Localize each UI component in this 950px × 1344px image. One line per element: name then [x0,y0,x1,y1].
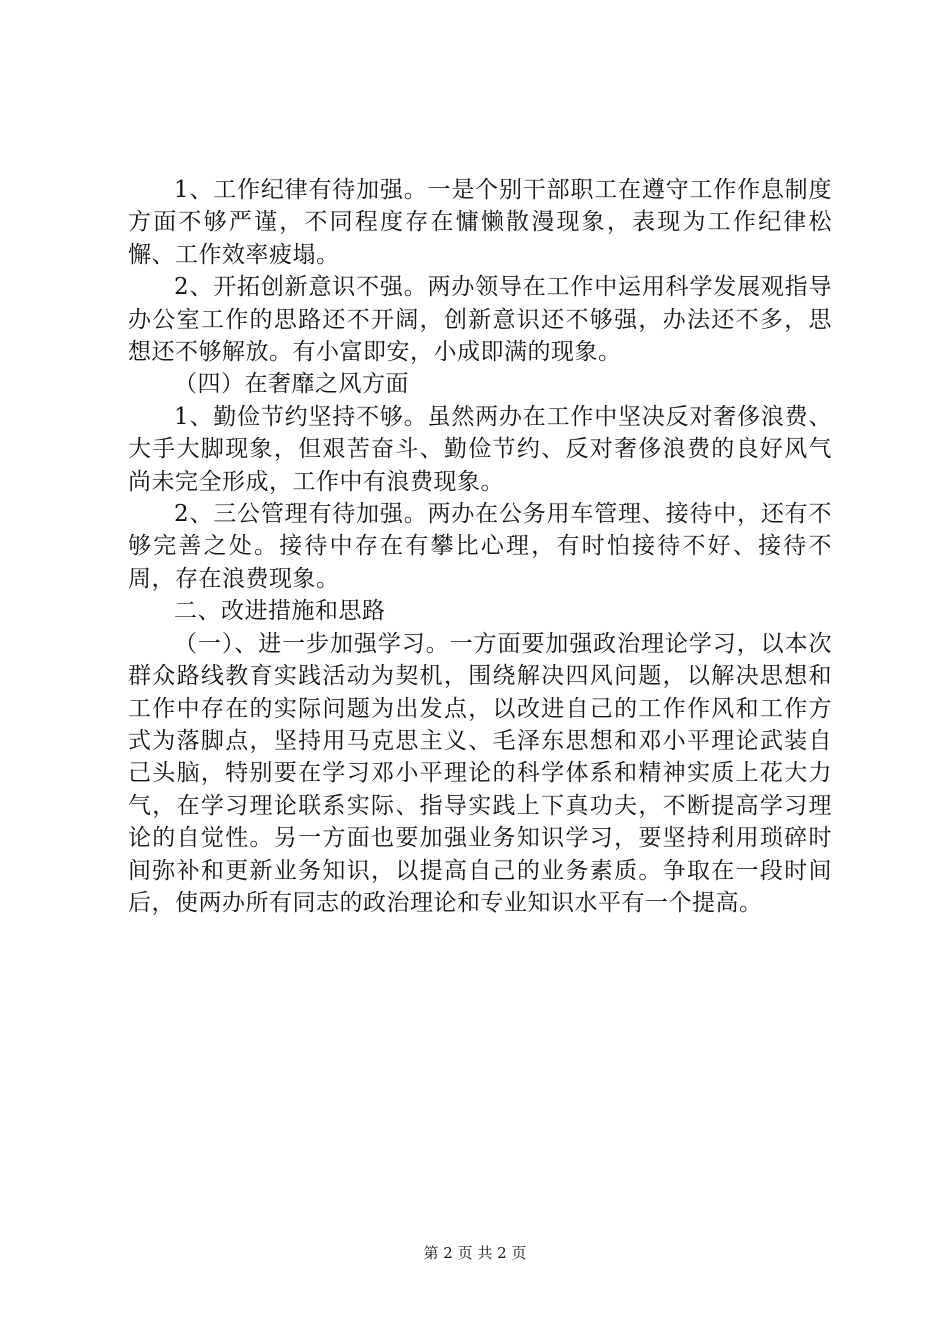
page-footer: 第 2 页 共 2 页 [423,1244,527,1262]
section-heading-extravagance: （四）在奢靡之风方面 [174,371,409,398]
paragraph-frugality: 1、勤俭节约坚持不够。虽然两办在工作中坚决反对奢侈浪费、大手大脚现象，但艰苦奋斗、勤俭节约、反对奢侈浪费的良好风气尚未完全形成，工作中有浪费现象。 [128,403,832,495]
paragraph-strengthen-study: （一）、进一步加强学习。一方面要加强政治理论学习，以本次群众路线教育实践活动为契机，围绕解决四风问题，以解决思想和工作中存在的实际问题为出发点，以改进自己的工作作风和工作方式为落脚点，坚持用马克思主义、毛泽东思想和邓小平理论武装自己头脑，特别要在学习邓小平理论的科学体系和精神实质上花大力气，在学习理论联系实际、指导实践上下真功夫，不断提高学习理论的自觉性。另一方面也要加强业务知识学习，要坚持利用琐碎时间弥补和更新业务知识，以提高自己的业务素质。争取在一段时间后，使两办所有同志的政治理论和专业知识水平有一个提高。 [128,630,832,916]
paragraph-three-public: 2、三公管理有待加强。两办在公务用车管理、接待中，还有不够完善之处。接待中存在有攀比心理，有时怕接待不好、接待不周，存在浪费现象。 [128,501,832,592]
section-heading-measures: 二、改进措施和思路 [174,598,386,625]
paragraph-discipline: 1、工作纪律有待加强。一是个别干部职工在遵守工作作息制度方面不够严谨，不同程度存在慵懒散漫现象，表现为工作纪律松懈、工作效率疲塌。 [128,177,832,268]
document-body [128,174,832,919]
paragraph-innovation: 2、开拓创新意识不强。两办领导在工作中运用科学发展观指导办公室工作的思路还不开阔，创新意识还不够强，办法还不多，思想还不够解放。有小富即安，小成即满的现象。 [128,274,832,366]
